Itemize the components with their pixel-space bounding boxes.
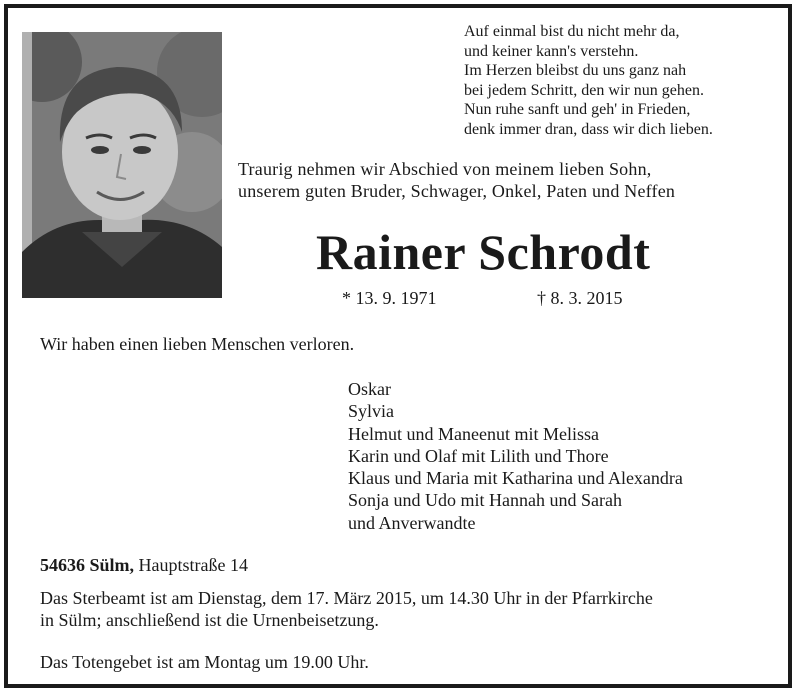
birth-date: * 13. 9. 1971 bbox=[342, 288, 437, 308]
mourner-entry: Sylvia bbox=[348, 401, 395, 422]
service-line: Das Sterbeamt ist am Dienstag, dem 17. März 2015, um 14.30 Uhr in der Pfarrkirche bbox=[40, 588, 653, 608]
service-notice bbox=[40, 587, 653, 631]
farewell-intro bbox=[238, 158, 675, 202]
deceased-name: Rainer Schrodt bbox=[316, 224, 651, 280]
loss-statement: Wir haben einen lieben Menschen verloren. bbox=[40, 334, 355, 354]
poem-line: und keiner kann's verstehn. bbox=[464, 42, 639, 60]
service-line: in Sülm; anschließend ist die Urnenbeisetzung. bbox=[40, 610, 379, 630]
poem-line: Im Herzen bleibst du uns ganz nah bbox=[464, 62, 687, 80]
address-street: Hauptstraße 14 bbox=[138, 555, 248, 575]
poem bbox=[464, 22, 713, 140]
farewell-intro-line: Traurig nehmen wir Abschied von meinem lieben Sohn, bbox=[238, 159, 652, 179]
poem-line: denk immer dran, dass wir dich lieben. bbox=[464, 120, 713, 138]
address-place: 54636 Sülm, bbox=[40, 555, 135, 575]
farewell-intro-line: unserem guten Bruder, Schwager, Onkel, Paten und Neffen bbox=[238, 181, 676, 201]
prayer-notice: Das Totengebet ist am Montag um 19.00 Uhr. bbox=[40, 652, 369, 672]
mourner-entry: Helmut und Maneenut mit Melissa bbox=[348, 423, 599, 444]
mourners-list bbox=[348, 378, 683, 534]
death-date: † 8. 3. 2015 bbox=[537, 288, 623, 308]
mourner-entry: Oskar bbox=[348, 379, 391, 399]
mourner-entry: Karin und Olaf mit Lilith und Thore bbox=[348, 445, 609, 466]
poem-line: Auf einmal bist du nicht mehr da, bbox=[464, 23, 680, 40]
address bbox=[40, 555, 248, 576]
mourner-entry: Klaus und Maria mit Katharina und Alexandra bbox=[348, 468, 683, 489]
poem-line: bei jedem Schritt, den wir nun gehen. bbox=[464, 81, 704, 99]
mourner-entry: und Anverwandte bbox=[348, 512, 476, 533]
portrait-image bbox=[22, 32, 222, 298]
mourner-entry: Sonja und Udo mit Hannah und Sarah bbox=[348, 490, 622, 511]
poem-line: Nun ruhe sanft und geh' in Frieden, bbox=[464, 101, 691, 119]
portrait-photo bbox=[22, 32, 222, 298]
